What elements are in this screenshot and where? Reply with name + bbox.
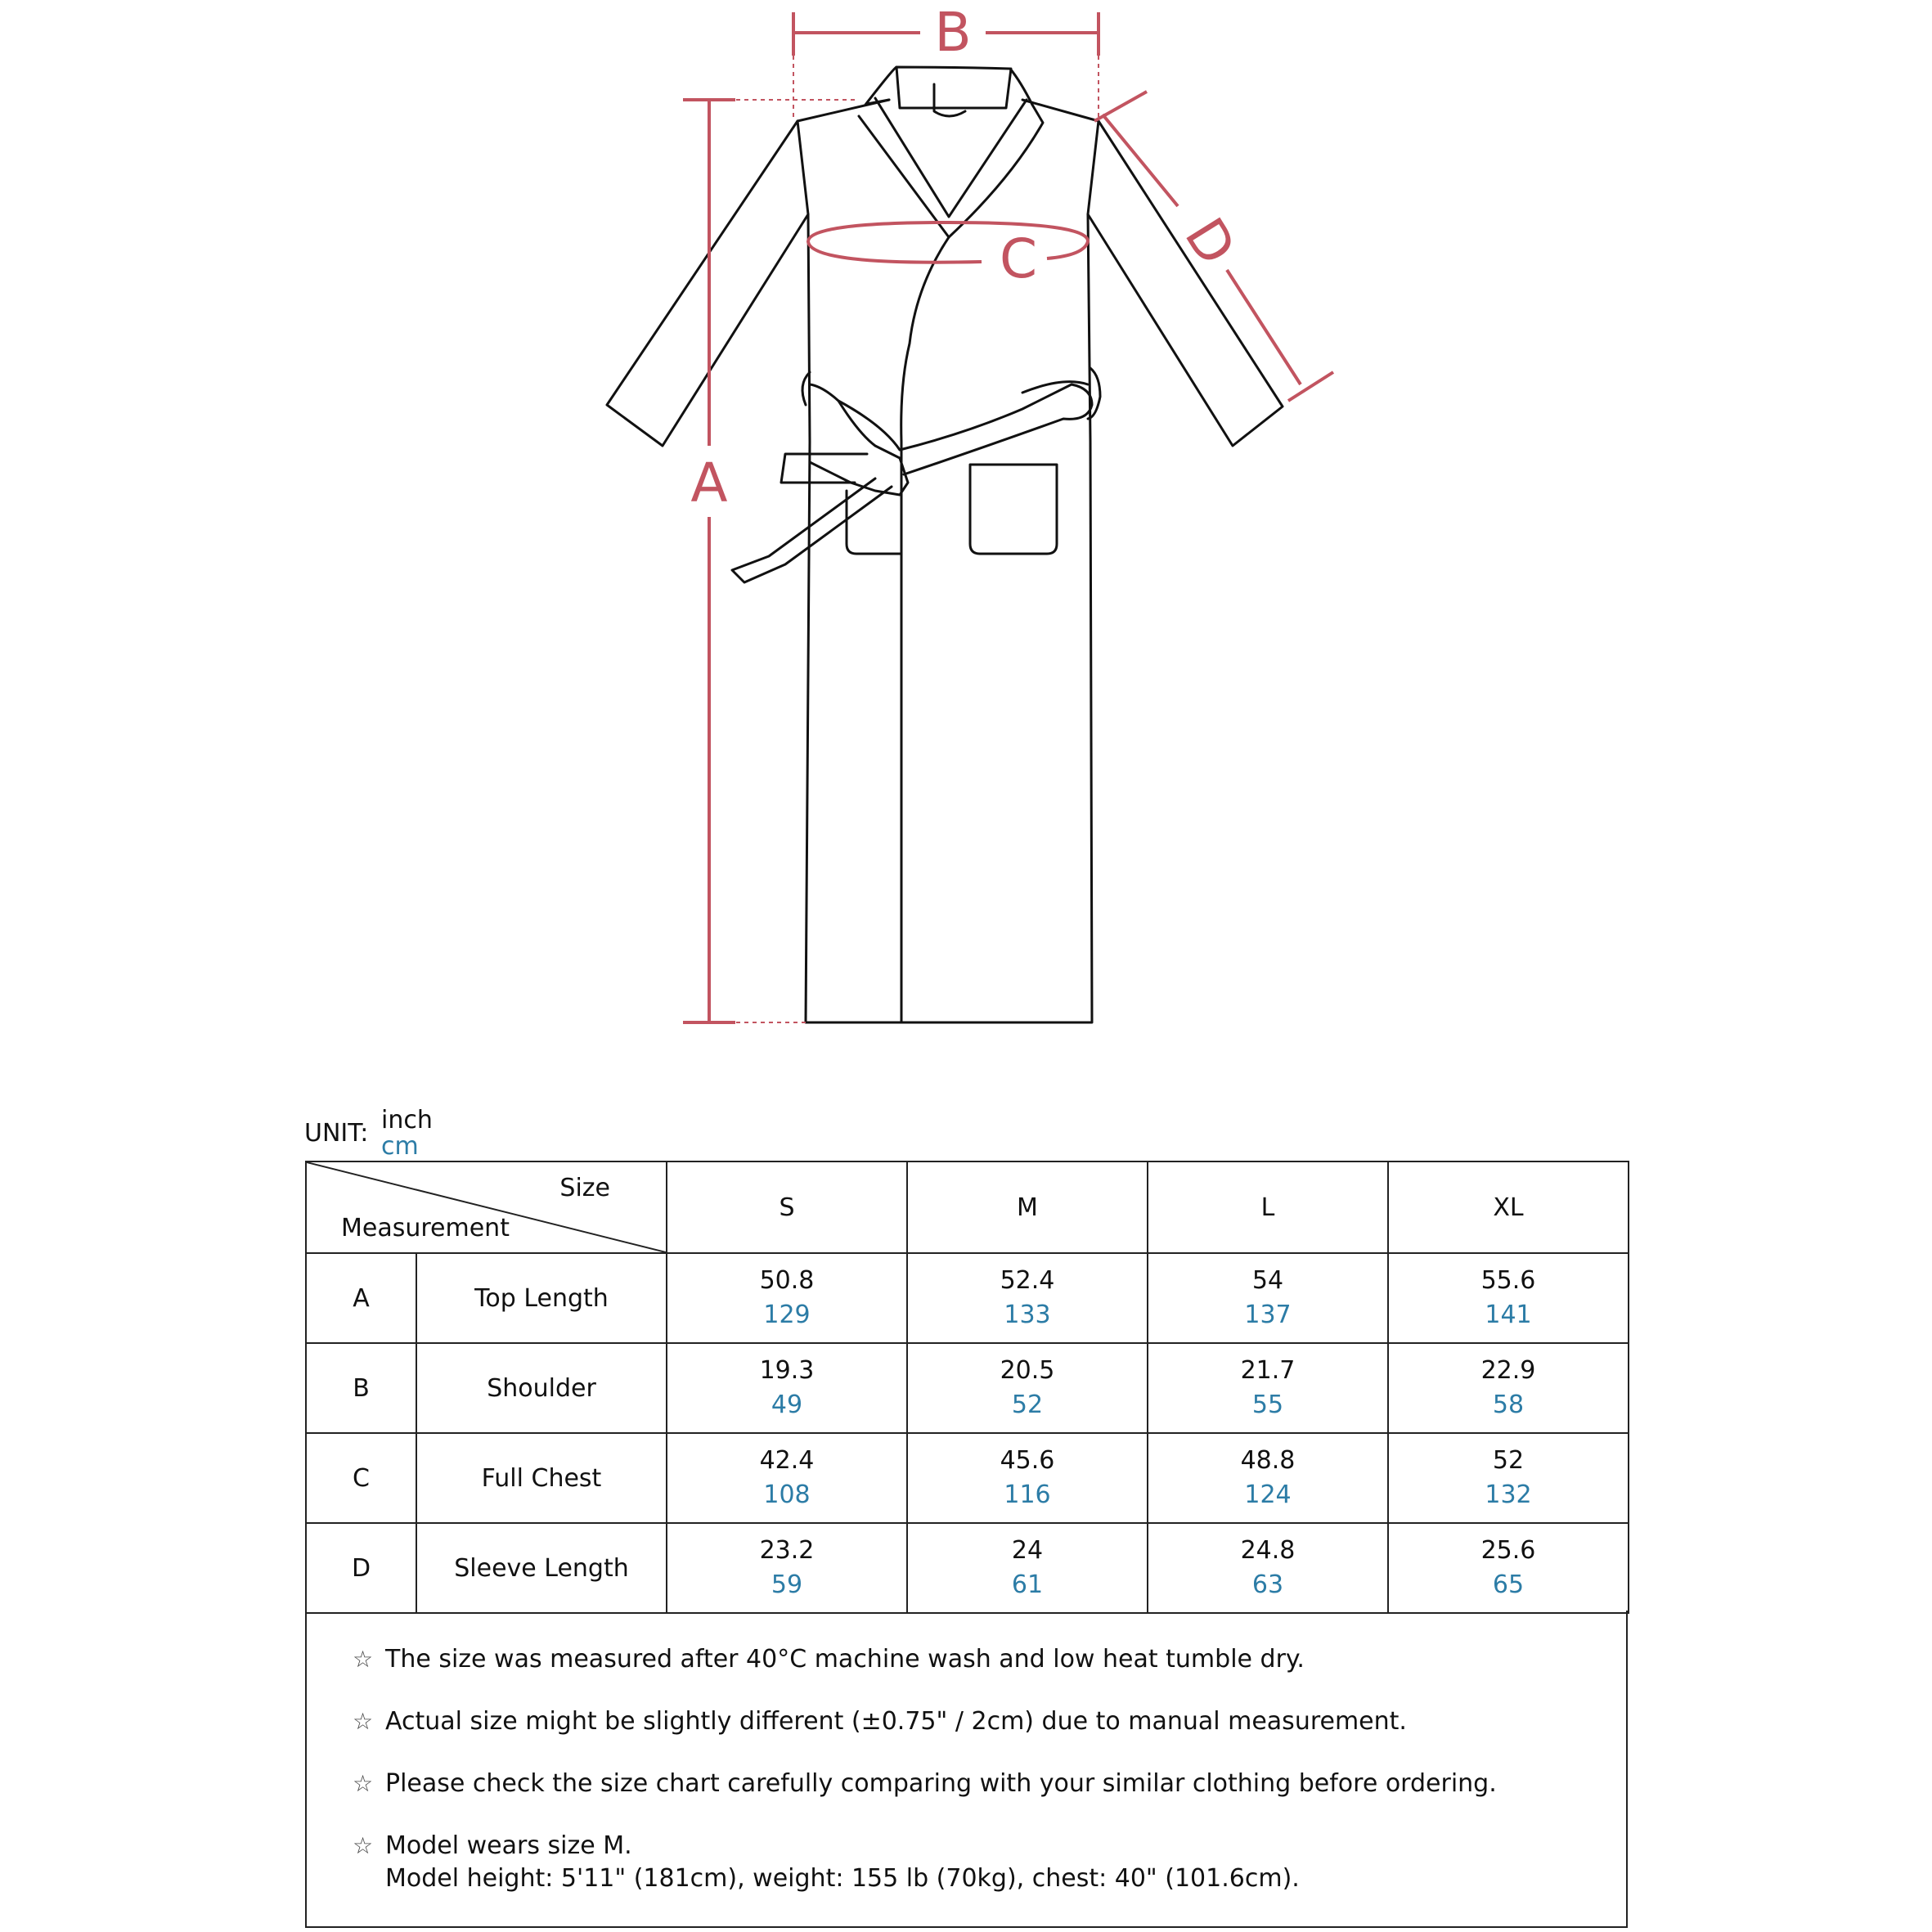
note-item [353, 1643, 1305, 1676]
measurement-guides [683, 12, 1333, 1022]
value-cm: 61 [1011, 1570, 1044, 1599]
label-a: A [690, 452, 728, 514]
value-inch: 42.4 [759, 1446, 815, 1475]
measurement-code: D [306, 1523, 416, 1613]
value-cell [1388, 1523, 1629, 1613]
value-cm: 65 [1492, 1570, 1525, 1599]
measurement-code: B [306, 1343, 416, 1433]
measurement-name: Sleeve Length [416, 1523, 667, 1613]
value-cm: 129 [763, 1301, 811, 1329]
value-cell [907, 1253, 1148, 1343]
value-cell [1148, 1253, 1388, 1343]
unit-inch: inch [381, 1106, 433, 1134]
value-cm: 132 [1485, 1480, 1532, 1509]
value-cm: 137 [1244, 1301, 1292, 1329]
value-cell [1388, 1433, 1629, 1523]
notes-panel [305, 1611, 1628, 1928]
size-chart-table [305, 1161, 1629, 1614]
note-item [353, 1768, 1497, 1800]
value-inch: 25.6 [1480, 1536, 1536, 1565]
table-row [306, 1253, 1629, 1343]
measurement-code: C [306, 1433, 416, 1523]
unit-cm: cm [381, 1132, 419, 1161]
value-inch: 22.9 [1480, 1356, 1536, 1385]
value-inch: 20.5 [1000, 1356, 1055, 1385]
table-header-row [306, 1161, 1629, 1253]
note-text: Please check the size chart carefully comparing with your similar clothing before ordering. [385, 1769, 1497, 1798]
value-cm: 133 [1004, 1301, 1051, 1329]
value-cm: 49 [771, 1391, 803, 1419]
value-cm: 116 [1004, 1480, 1051, 1509]
value-inch: 45.6 [1000, 1446, 1055, 1475]
star-outline-icon: ☆ [353, 1708, 374, 1735]
value-cm: 59 [771, 1570, 803, 1599]
value-cell [1148, 1433, 1388, 1523]
label-b: B [934, 1, 972, 64]
value-inch: 54 [1251, 1266, 1284, 1295]
star-outline-icon: ☆ [353, 1770, 374, 1797]
size-col-header: M [907, 1161, 1148, 1253]
value-cell [1148, 1343, 1388, 1433]
value-cm: 124 [1244, 1480, 1292, 1509]
measurement-code: A [306, 1253, 416, 1343]
header-corner-cell [306, 1161, 667, 1253]
label-d: D [1172, 207, 1248, 276]
note-text: The size was measured after 40°C machine wash and low heat tumble dry. [385, 1645, 1305, 1674]
value-cell [1388, 1343, 1629, 1433]
star-outline-icon: ☆ [353, 1832, 374, 1859]
measurement-name: Shoulder [416, 1343, 667, 1433]
value-inch: 19.3 [759, 1356, 815, 1385]
value-cell [667, 1253, 907, 1343]
value-inch: 21.7 [1240, 1356, 1296, 1385]
measurement-name: Full Chest [416, 1433, 667, 1523]
value-inch: 24.8 [1240, 1536, 1296, 1565]
size-col-header: S [667, 1161, 907, 1253]
note-subtext: Model height: 5'11" (181cm), weight: 155 lb (70kg), chest: 40" (101.6cm). [385, 1864, 1300, 1893]
value-cell [907, 1433, 1148, 1523]
star-outline-icon: ☆ [353, 1646, 374, 1673]
note-text: Actual size might be slightly different (±0.75" / 2cm) due to manual measurement. [385, 1707, 1407, 1736]
value-cm: 63 [1251, 1570, 1284, 1599]
value-cell [667, 1523, 907, 1613]
value-cm: 141 [1485, 1301, 1532, 1329]
value-cell [907, 1523, 1148, 1613]
value-cm: 55 [1251, 1391, 1284, 1419]
table-row [306, 1433, 1629, 1523]
header-size-label: Size [559, 1174, 610, 1202]
value-cm: 58 [1492, 1391, 1525, 1419]
note-text: Model wears size M. [385, 1831, 632, 1860]
value-inch: 50.8 [759, 1266, 815, 1295]
value-inch: 48.8 [1240, 1446, 1296, 1475]
value-cell [667, 1343, 907, 1433]
size-col-header: XL [1388, 1161, 1629, 1253]
value-cell [667, 1433, 907, 1523]
value-cell [1148, 1523, 1388, 1613]
value-cell [907, 1343, 1148, 1433]
header-measurement-label: Measurement [341, 1214, 510, 1242]
value-inch: 23.2 [759, 1536, 815, 1565]
size-col-header: L [1148, 1161, 1388, 1253]
value-cm: 108 [763, 1480, 811, 1509]
value-inch: 52 [1492, 1446, 1525, 1475]
table-row [306, 1343, 1629, 1433]
unit-legend [304, 1106, 631, 1161]
label-c: C [999, 227, 1038, 290]
value-inch: 24 [1011, 1536, 1044, 1565]
note-item [353, 1830, 1300, 1895]
measurement-name: Top Length [416, 1253, 667, 1343]
value-inch: 52.4 [1000, 1266, 1055, 1295]
value-cm: 52 [1011, 1391, 1044, 1419]
note-item [353, 1705, 1407, 1738]
value-inch: 55.6 [1480, 1266, 1536, 1295]
table-row [306, 1523, 1629, 1613]
value-cell [1388, 1253, 1629, 1343]
unit-label: UNIT: [304, 1119, 369, 1148]
